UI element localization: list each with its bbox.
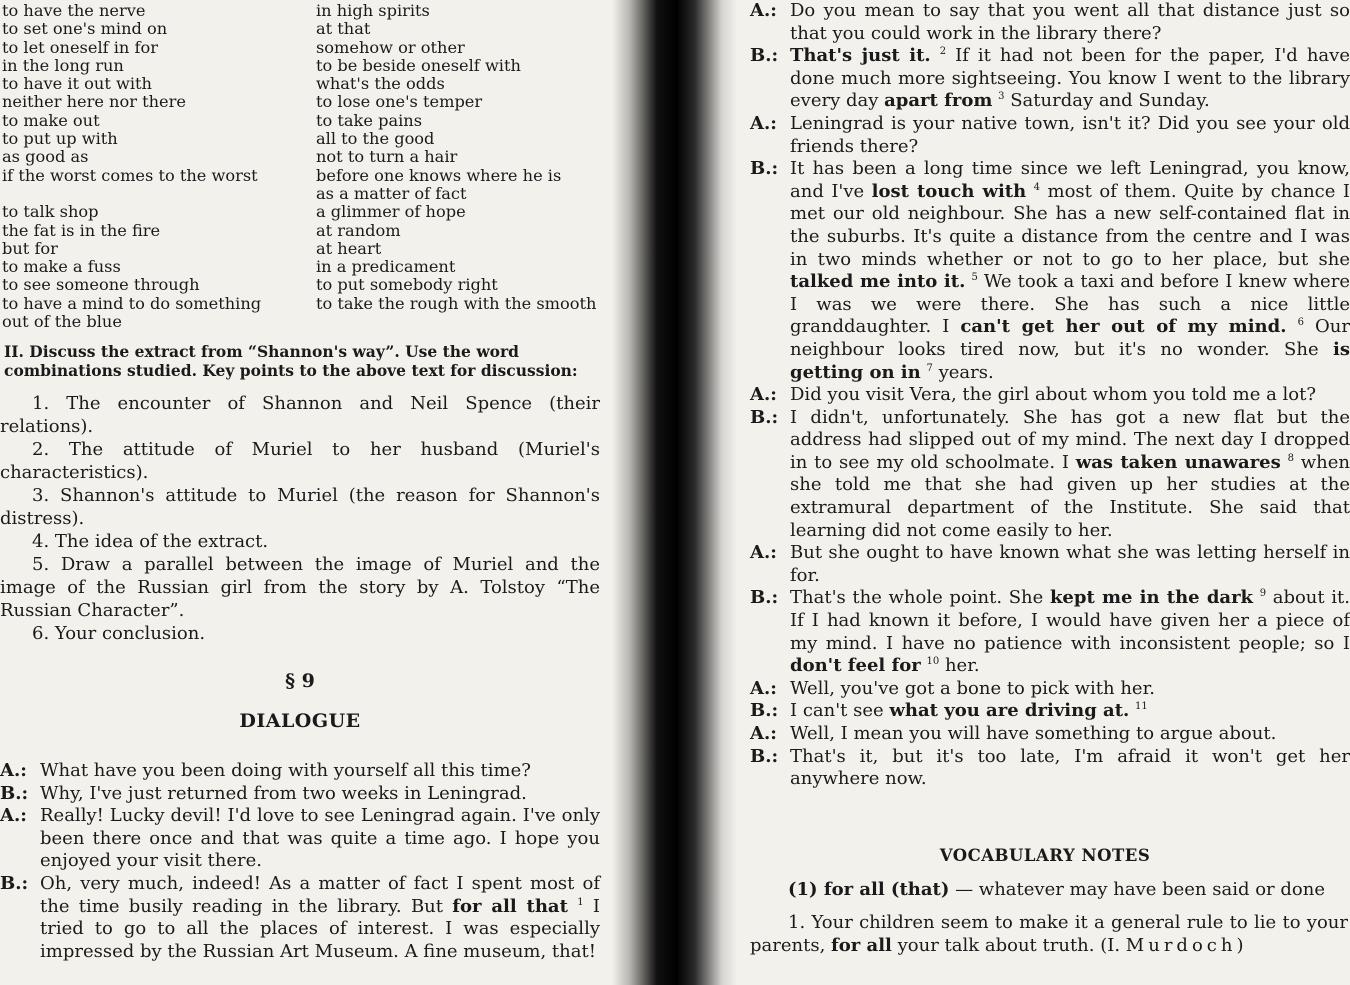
dialogue-text: That's it, but it's too late, I'm afraid it won't get her anywhere now. [790,745,1350,790]
phrase-item: as good as [2,147,89,167]
discussion-point: 6. Your conclusion. [32,623,206,644]
phrase-item: the fat is in the fire [2,220,161,240]
phrase-column-right [316,2,608,313]
left-page [0,0,610,985]
phrase-item: to set one's mind on [2,19,168,39]
phrase-item: to have the nerve [2,1,146,20]
speaker-label: A.: [750,112,777,134]
vocabulary-example-text-end: your talk about truth. (I. [891,935,1126,956]
phrase-item: to let oneself in for [2,37,158,57]
dialogue-line [750,407,1350,543]
speaker-label: A.: [750,0,777,21]
phrase-item: to lose one's temper [316,92,483,112]
discussion-point: 3. Shannon's attitude to Muriel (the reason for Shannon's distress). [0,485,600,529]
dialogue-line [750,587,1350,677]
phrase-item: not to turn a hair [316,147,458,167]
phrase-column-left [2,2,302,331]
dialogue-text: Why, I've just returned from two weeks in Leningrad. [40,782,527,804]
phrase-item: at that [316,19,371,39]
phrase-item: to have it out with [2,74,152,94]
dialogue-text: It has been a long time since we left Leningrad, you know, and I've lost touch with $^4$ most of them. Quite by chance I met our old neighbour. She has a new self-contained flat in the suburbs. It's quite a distance from the centre and I was in two minds whether or not to go to her place, but she talked me into it. $^5$ We took a taxi and before I knew where I was we were there. She has such a nice little granddaughter. I can't get her out of my mind. $^6$ Our neighbour looks tired now, but it's no wonder. She is getting on in $^7$ years. [790,158,1350,383]
dialogue-line [750,542,1350,587]
phrase-spacer [2,185,302,203]
vocabulary-example-author: Murdoch [1125,935,1237,956]
dialogue-line [0,805,600,873]
dialogue-text: What have you been doing with yourself all this time? [40,760,531,781]
dialogue-text: Oh, very much, indeed! As a matter of fact I spent most of the time busily reading in the library. But for all that $^1$ I tried to go to all the places of interest. I was especially impressed by the Russian Art Museum. A fine museum, that! [40,872,600,962]
phrase-item: to put somebody right [316,275,498,295]
vocabulary-example-close: ) [1236,935,1244,956]
dialogue-line [0,873,600,963]
vocabulary-entry [788,878,1348,901]
phrase-item: but for [2,238,58,258]
dialogue-text: Did you visit Vera, the girl about whom you told me a lot? [790,384,1316,406]
dialogue-line [750,746,1350,791]
phrase-item: in the long run [2,55,124,75]
dialogue-text: I can't see what you are driving at. $^{11}$ [790,700,1148,722]
phrase-item: what's the odds [316,74,445,94]
speaker-label: B.: [0,782,29,804]
task-heading: II. Discuss the extract from “Shannon's way”. Use the word combinations studied. Key points to the above text for discussion: [4,342,578,380]
vocabulary-example-text: 1. Your children seem to make it a general rule to lie to your parents, [750,912,1348,956]
phrase-item: neither here nor there [2,92,186,112]
phrase-item: to see someone through [2,275,200,295]
phrase-item: before one knows where he is [316,165,562,185]
phrase-item: at random [316,220,401,240]
dialogue-text: That's just it. $^2$ If it had not been for the paper, I'd have done much more sightseeing. You know I went to the library every day apart from $^3$ Saturday and Sunday. [790,45,1350,112]
phrase-item: to talk shop [2,202,99,222]
speaker-label: A.: [750,677,777,699]
discussion-point: 1. The encounter of Shannon and Neil Spence (their relations). [0,393,600,437]
speaker-label: A.: [0,805,27,827]
dialogue-line [750,700,1350,723]
phrase-item: to make out [2,110,100,130]
speaker-label: A.: [750,723,777,744]
dialogue-left [0,760,600,963]
discussion-point: 4. The idea of the extract. [32,531,269,552]
speaker-label: B.: [750,587,779,609]
speaker-label: B.: [750,45,779,67]
dialogue-line [750,45,1350,113]
phrase-item: out of the blue [2,312,122,332]
speaker-label: B.: [750,700,779,722]
phrase-item: a glimmer of hope [316,202,466,222]
dialogue-line [750,678,1350,701]
dialogue-text: Well, you've got a bone to pick with her. [790,677,1155,699]
vocabulary-term: (1) for all (that) [788,879,950,900]
dialogue-line [0,783,600,806]
phrase-item: to put up with [2,129,118,149]
speaker-label: A.: [750,542,777,564]
phrase-item: to make a fuss [2,257,121,277]
dialogue-text: Leningrad is your native town, isn't it? Did you see your old friends there? [790,112,1350,157]
dialogue-title: DIALOGUE [239,710,361,732]
speaker-label: B.: [750,406,779,428]
phrase-item: in a predicament [316,257,456,277]
dialogue-line [750,0,1350,45]
phrase-item: to take pains [316,110,423,130]
speaker-label: B.: [750,158,779,180]
vocabulary-definition: — whatever may have been said or done [949,879,1325,900]
discussion-point: 5. Draw a parallel between the image of Muriel and the image of the Russian girl from the story by A. Tolstoy “The Russian Character”. [0,554,600,621]
speaker-label: B.: [0,872,29,894]
phrase-item: to take the rough with the smooth [316,293,597,313]
dialogue-line [750,384,1350,407]
speaker-label: A.: [0,760,27,781]
dialogue-line [750,723,1350,746]
dialogue-text: But she ought to have known what she was letting herself in for. [790,542,1350,586]
phrase-item: if the worst comes to the worst [2,165,258,185]
vocabulary-notes-title: VOCABULARY NOTES [939,846,1151,865]
dialogue-text: I didn't, unfortunately. She has got a new flat but the address had slipped out of my mind. The next day I dropped in to see my old schoolmate. I was taken unawares $^8$ when she told me that she had given up her studies at the extramural department of the Institute. She said that learning did not come easily to her. [790,406,1350,541]
phrase-item: as a matter of fact [316,183,467,203]
discussion-point: 2. The attitude of Muriel to her husband (Muriel's characteristics). [0,439,600,483]
section-number: § 9 [285,670,315,692]
phrase-item: in high spirits [316,1,430,20]
page-gutter [612,0,737,985]
phrase-item: to have a mind to do something [2,293,262,313]
dialogue-right [750,0,1350,791]
vocabulary-example [750,911,1348,957]
discussion-points [0,392,600,645]
dialogue-line [750,113,1350,158]
speaker-label: B.: [750,745,779,767]
vocabulary-example-bold: for all [831,935,892,956]
phrase-item: to be beside oneself with [316,55,521,75]
phrase-item: at heart [316,238,382,258]
speaker-label: A.: [750,384,777,406]
phrase-item: somehow or other [316,37,465,57]
dialogue-text: Do you mean to say that you went all that distance just so that you could work in the library there? [790,0,1350,44]
right-page [740,0,1350,985]
phrase-item: all to the good [316,129,435,149]
dialogue-text: Well, I mean you will have something to argue about. [790,723,1277,744]
dialogue-line [750,158,1350,384]
dialogue-text: That's the whole point. She kept me in the dark $^9$ about it. If I had known it before, I would have given her a piece of my mind. I have no patience with inconsistent people; so I don't feel for $^{10}$ her. [790,587,1350,677]
dialogue-line [0,760,600,783]
dialogue-text: Really! Lucky devil! I'd love to see Leningrad again. I've only been there once and that was quite a time ago. I hope you enjoyed your visit there. [40,805,600,872]
